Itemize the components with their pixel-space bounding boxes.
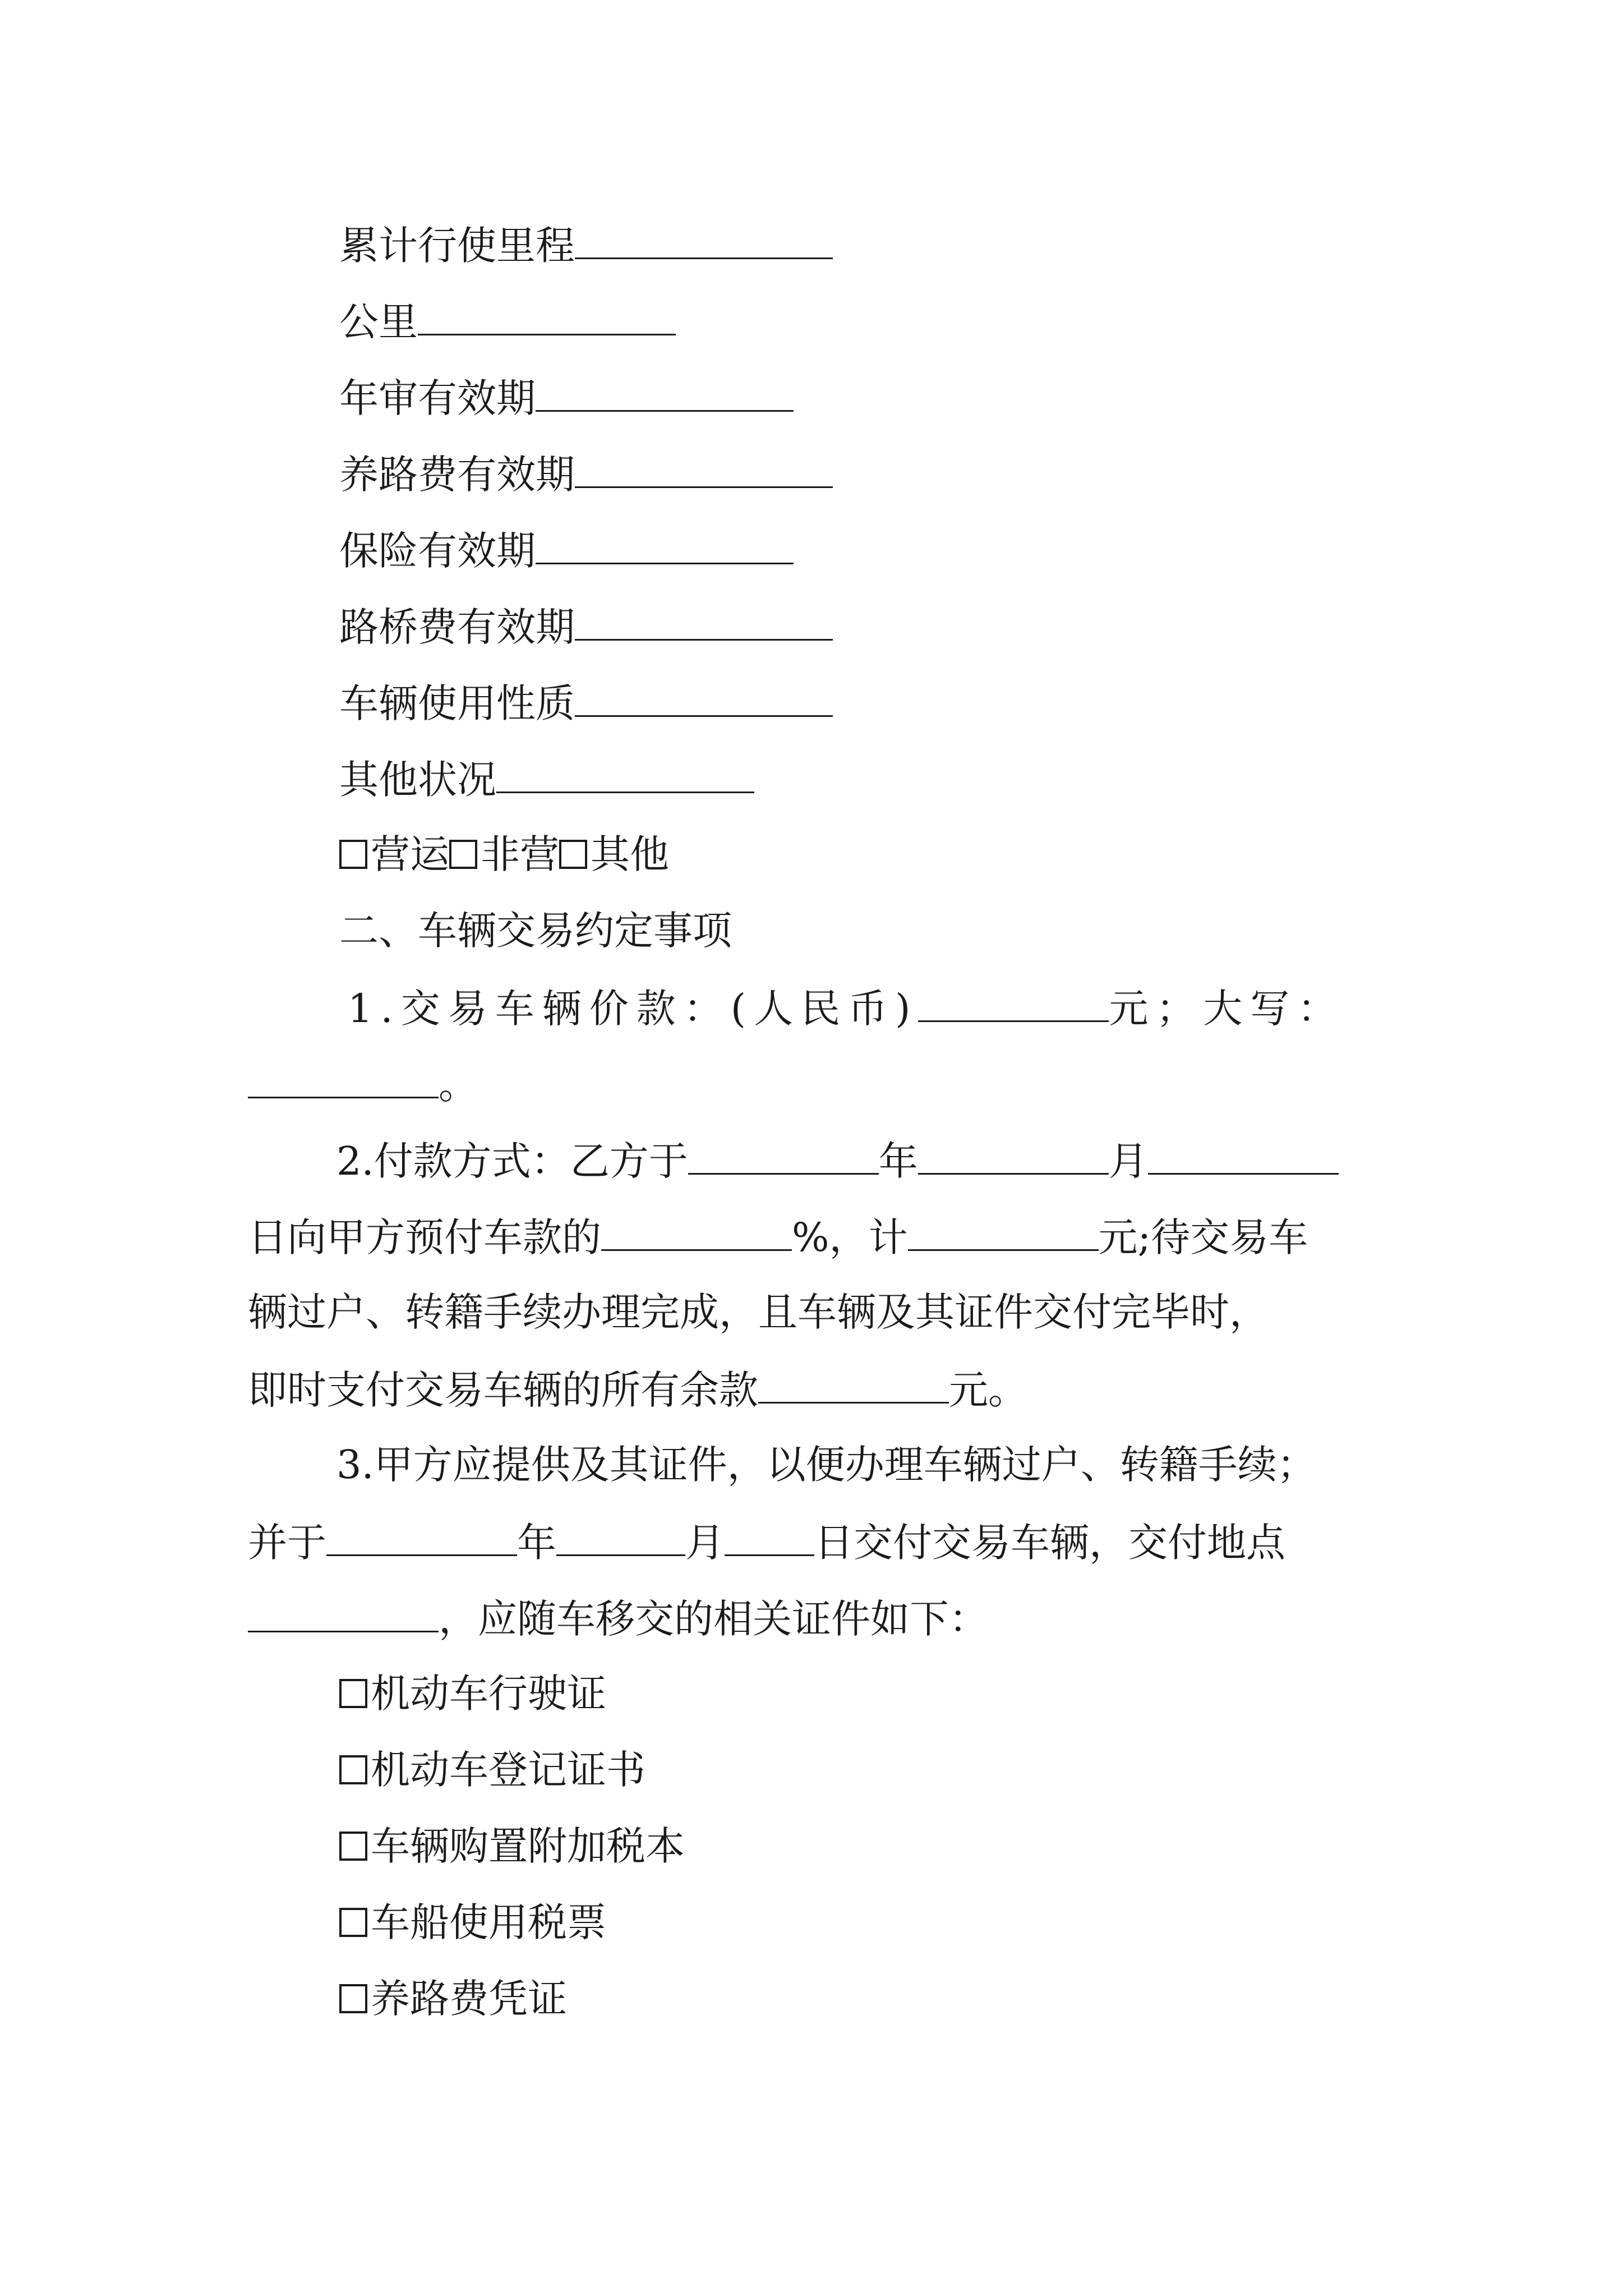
insurance-label: 保险有效期	[339, 528, 536, 574]
payment-line-1	[336, 1131, 1339, 1188]
usage-nature-label: 车辆使用性质	[339, 680, 575, 726]
payment-year-blank[interactable]	[688, 1131, 879, 1175]
bridge-toll-label: 路桥费有效期	[339, 604, 575, 650]
price-label: 1.交易车辆价款：(人民币)	[348, 986, 919, 1032]
prepay-label: 日向甲方预付车款的	[248, 1214, 601, 1260]
checkbox-operating[interactable]	[339, 840, 367, 869]
price-amount-blank[interactable]	[918, 979, 1109, 1022]
delivery-and-label: 并于	[248, 1520, 326, 1566]
mileage-line	[339, 216, 833, 272]
road-fee-blank[interactable]	[575, 445, 833, 488]
document-purchase-tax: 车辆购置附加税本	[371, 1823, 685, 1869]
km-blank[interactable]	[418, 292, 676, 335]
mileage-label: 累计行使里程	[339, 223, 575, 269]
prepay-yuan-label: 元;待交易车	[1098, 1214, 1308, 1260]
document-item	[339, 1742, 645, 1798]
km-label: 公里	[339, 299, 418, 345]
annual-inspection-blank[interactable]	[536, 369, 794, 412]
document-driving-license: 机动车行驶证	[371, 1671, 606, 1717]
annual-inspection-line	[339, 369, 794, 425]
option-operating: 营运	[371, 831, 449, 877]
mileage-blank[interactable]	[575, 216, 833, 259]
usage-nature-line	[339, 674, 833, 730]
balance-amount-blank[interactable]	[758, 1360, 949, 1404]
price-capital-line	[248, 1055, 478, 1111]
balance-label: 即时支付交易车辆的所有余款	[248, 1367, 758, 1413]
option-other: 其他	[591, 831, 669, 877]
delivery-day-blank[interactable]	[725, 1513, 814, 1556]
usage-nature-blank[interactable]	[575, 674, 833, 717]
section-heading	[339, 903, 732, 959]
delivery-intro-text: 3.甲方应提供及其证件，以便办理车辆过户、转籍手续；	[336, 1442, 1316, 1488]
payment-line-3	[248, 1284, 1269, 1340]
road-fee-line	[339, 445, 833, 501]
delivery-place-blank[interactable]	[248, 1589, 439, 1632]
other-status-blank[interactable]	[496, 750, 754, 793]
other-status-label: 其他状况	[339, 757, 496, 803]
road-fee-label: 养路费有效期	[339, 452, 575, 498]
price-line	[348, 979, 1344, 1035]
price-capital-blank[interactable]	[248, 1055, 439, 1098]
bridge-toll-blank[interactable]	[575, 597, 833, 641]
prepay-amount-blank[interactable]	[908, 1208, 1099, 1251]
price-capital-label: 元；大写：	[1109, 986, 1345, 1032]
document-item	[339, 1894, 606, 1950]
percent-label: %，计	[792, 1214, 908, 1260]
document-item	[339, 1818, 685, 1874]
payment-line-4	[248, 1360, 1027, 1416]
checkbox-non-operating[interactable]	[449, 840, 477, 869]
document-registration-certificate: 机动车登记证书	[371, 1747, 645, 1793]
usage-options-line	[339, 826, 669, 882]
balance-yuan-label: 元。	[949, 1367, 1027, 1413]
other-status-line	[339, 750, 754, 806]
annual-inspection-label: 年审有效期	[339, 375, 536, 421]
document-road-fee-voucher: 养路费凭证	[371, 1976, 567, 2022]
checkbox-road-fee-voucher[interactable]	[339, 1984, 367, 2013]
insurance-line	[339, 521, 794, 577]
delivery-month-blank[interactable]	[556, 1513, 685, 1556]
checkbox-purchase-tax[interactable]	[339, 1832, 367, 1861]
delivery-year-label: 年	[517, 1520, 556, 1566]
delivery-year-blank[interactable]	[326, 1513, 517, 1556]
delivery-month-label: 月	[685, 1520, 725, 1566]
transfer-condition-text: 辆过户、转籍手续办理完成，且车辆及其证件交付完毕时，	[248, 1289, 1269, 1335]
payment-line-2	[248, 1208, 1308, 1264]
delivery-line-2	[248, 1513, 1285, 1569]
bridge-toll-line	[339, 597, 833, 654]
document-item	[339, 1971, 567, 2027]
prepay-percent-blank[interactable]	[601, 1208, 792, 1251]
delivery-place-label: 日交付交易车辆，交付地点	[814, 1520, 1285, 1566]
insurance-blank[interactable]	[536, 521, 794, 564]
document-item	[339, 1665, 606, 1722]
payment-day-blank[interactable]	[1148, 1131, 1339, 1175]
document-vehicle-tax: 车船使用税票	[371, 1899, 606, 1945]
checkbox-vehicle-tax[interactable]	[339, 1908, 367, 1937]
section-two-heading: 二、车辆交易约定事项	[339, 908, 732, 954]
km-line	[339, 292, 676, 348]
checkbox-other[interactable]	[559, 840, 587, 869]
documents-intro-text: ，应随车移交的相关证件如下：	[439, 1596, 988, 1642]
price-end-mark: 。	[439, 1062, 478, 1108]
payment-month-label: 月	[1108, 1138, 1148, 1184]
option-non-operating: 非营	[481, 831, 559, 877]
delivery-line-1	[336, 1437, 1316, 1493]
delivery-line-3	[248, 1589, 988, 1645]
payment-month-blank[interactable]	[918, 1131, 1109, 1175]
checkbox-registration-certificate[interactable]	[339, 1755, 367, 1784]
payment-year-label: 年	[878, 1138, 918, 1184]
checkbox-driving-license[interactable]	[339, 1679, 367, 1708]
payment-label: 2.付款方式：乙方于	[336, 1138, 688, 1184]
